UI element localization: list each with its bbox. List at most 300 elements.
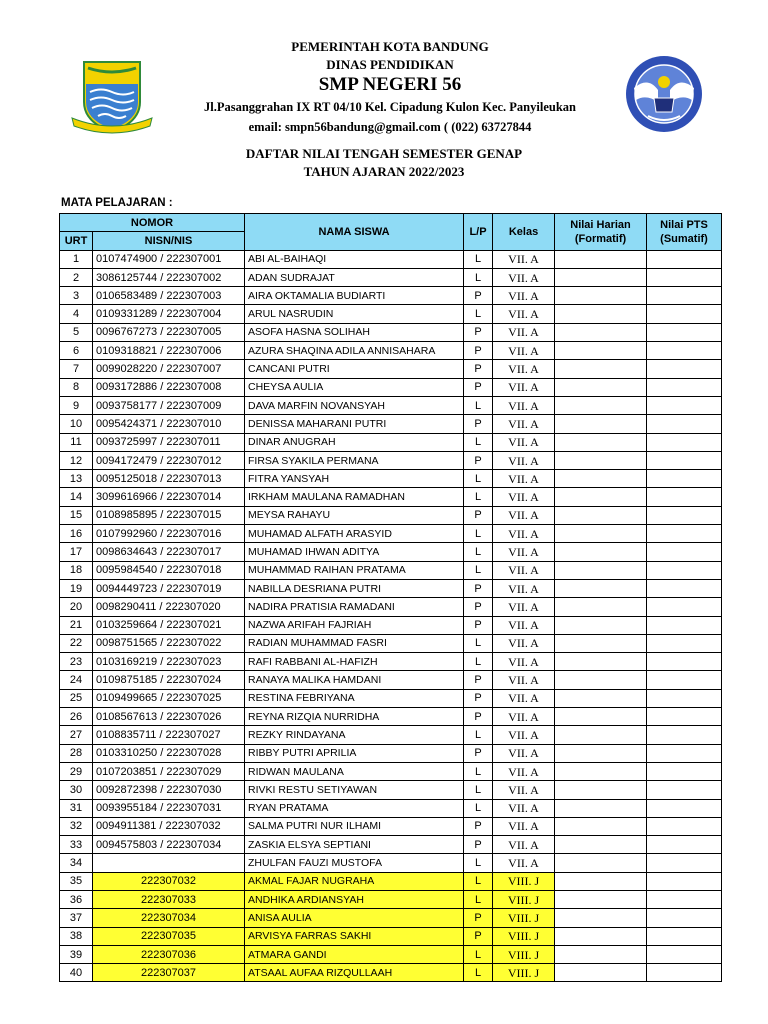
row-class: VIII. J bbox=[493, 964, 555, 982]
row-student-name: ANDHIKA ARDIANSYAH bbox=[245, 890, 464, 908]
subject-label: MATA PELAJARAN : bbox=[61, 197, 173, 209]
row-class: VII. A bbox=[493, 470, 555, 488]
header-nama-siswa: NAMA SISWA bbox=[245, 214, 464, 251]
row-number: 11 bbox=[60, 433, 93, 451]
row-number: 2 bbox=[60, 268, 93, 286]
row-gender: P bbox=[464, 579, 493, 597]
table-row bbox=[60, 396, 722, 414]
title-year-line: TAHUN AJARAN 2022/2023 bbox=[303, 164, 465, 179]
row-nilai-harian bbox=[555, 964, 647, 982]
row-nilai-pts bbox=[647, 287, 722, 305]
row-nilai-harian bbox=[555, 598, 647, 616]
row-nilai-pts bbox=[647, 360, 722, 378]
table-row bbox=[60, 964, 722, 982]
row-gender: P bbox=[464, 836, 493, 854]
row-gender: L bbox=[464, 396, 493, 414]
row-class: VII. A bbox=[493, 744, 555, 762]
row-gender: P bbox=[464, 451, 493, 469]
row-student-name: MUHAMMAD RAIHAN PRATAMA bbox=[245, 561, 464, 579]
table-row bbox=[60, 305, 722, 323]
row-student-name: RIVKI RESTU SETIYAWAN bbox=[245, 781, 464, 799]
table-row bbox=[60, 689, 722, 707]
row-gender: L bbox=[464, 433, 493, 451]
row-student-name: ADAN SUDRAJAT bbox=[245, 268, 464, 286]
row-gender: L bbox=[464, 543, 493, 561]
row-class: VII. A bbox=[493, 689, 555, 707]
row-nisn-nis: 0092872398 / 222307030 bbox=[93, 781, 245, 799]
row-gender: L bbox=[464, 525, 493, 543]
row-gender: P bbox=[464, 616, 493, 634]
row-number: 7 bbox=[60, 360, 93, 378]
row-class: VII. A bbox=[493, 250, 555, 268]
row-nilai-harian bbox=[555, 451, 647, 469]
row-class: VII. A bbox=[493, 396, 555, 414]
row-student-name: ABI AL-BAIHAQI bbox=[245, 250, 464, 268]
row-nisn-nis: 0109318821 / 222307006 bbox=[93, 342, 245, 360]
row-gender: P bbox=[464, 689, 493, 707]
table-row bbox=[60, 488, 722, 506]
row-student-name: RIDWAN MAULANA bbox=[245, 762, 464, 780]
row-gender: P bbox=[464, 287, 493, 305]
row-class: VII. A bbox=[493, 525, 555, 543]
row-nilai-pts bbox=[647, 708, 722, 726]
row-nilai-pts bbox=[647, 396, 722, 414]
row-nilai-pts bbox=[647, 616, 722, 634]
row-student-name: AIRA OKTAMALIA BUDIARTI bbox=[245, 287, 464, 305]
row-nilai-pts bbox=[647, 250, 722, 268]
row-number: 37 bbox=[60, 909, 93, 927]
row-nisn-nis: 0095125018 / 222307013 bbox=[93, 470, 245, 488]
row-class: VII. A bbox=[493, 360, 555, 378]
header-nilai-pts-line1: Nilai PTS bbox=[660, 218, 708, 231]
table-row bbox=[60, 268, 722, 286]
row-nilai-pts bbox=[647, 433, 722, 451]
row-gender: L bbox=[464, 305, 493, 323]
row-gender: L bbox=[464, 250, 493, 268]
table-row bbox=[60, 799, 722, 817]
row-nisn-nis: 0103259664 / 222307021 bbox=[93, 616, 245, 634]
row-number: 36 bbox=[60, 890, 93, 908]
row-number: 20 bbox=[60, 598, 93, 616]
row-nilai-harian bbox=[555, 854, 647, 872]
header-urt: URT bbox=[60, 232, 93, 250]
row-nilai-harian bbox=[555, 506, 647, 524]
row-gender: L bbox=[464, 781, 493, 799]
row-nisn-nis bbox=[93, 854, 245, 872]
row-gender: L bbox=[464, 634, 493, 652]
row-gender: L bbox=[464, 872, 493, 890]
row-class: VII. A bbox=[493, 653, 555, 671]
table-row bbox=[60, 781, 722, 799]
row-nilai-pts bbox=[647, 927, 722, 945]
row-gender: L bbox=[464, 890, 493, 908]
row-nisn-nis: 0107992960 / 222307016 bbox=[93, 525, 245, 543]
row-nilai-pts bbox=[647, 506, 722, 524]
row-nilai-harian bbox=[555, 415, 647, 433]
row-student-name: DENISSA MAHARANI PUTRI bbox=[245, 415, 464, 433]
table-row bbox=[60, 872, 722, 890]
row-gender: P bbox=[464, 909, 493, 927]
row-nisn-nis: 0098290411 / 222307020 bbox=[93, 598, 245, 616]
row-gender: P bbox=[464, 708, 493, 726]
row-nilai-pts bbox=[647, 525, 722, 543]
row-number: 18 bbox=[60, 561, 93, 579]
row-nilai-pts bbox=[647, 598, 722, 616]
row-nisn-nis: 0108985895 / 222307015 bbox=[93, 506, 245, 524]
row-nilai-harian bbox=[555, 708, 647, 726]
row-number: 39 bbox=[60, 945, 93, 963]
row-nisn-nis: 0098634643 / 222307017 bbox=[93, 543, 245, 561]
row-nilai-pts bbox=[647, 323, 722, 341]
row-class: VIII. J bbox=[493, 890, 555, 908]
row-class: VII. A bbox=[493, 287, 555, 305]
row-nisn-nis: 3099616966 / 222307014 bbox=[93, 488, 245, 506]
row-nilai-pts bbox=[647, 415, 722, 433]
row-nilai-harian bbox=[555, 323, 647, 341]
row-nisn-nis: 0095984540 / 222307018 bbox=[93, 561, 245, 579]
row-class: VII. A bbox=[493, 378, 555, 396]
row-class: VII. A bbox=[493, 433, 555, 451]
row-student-name: RESTINA FEBRIYANA bbox=[245, 689, 464, 707]
row-student-name: RIBBY PUTRI APRILIA bbox=[245, 744, 464, 762]
table-row bbox=[60, 854, 722, 872]
row-nisn-nis: 0109875185 / 222307024 bbox=[93, 671, 245, 689]
row-nisn-nis: 0093758177 / 222307009 bbox=[93, 396, 245, 414]
header-nilai-pts-line2: (Sumatif) bbox=[660, 232, 708, 245]
row-class: VII. A bbox=[493, 268, 555, 286]
row-number: 30 bbox=[60, 781, 93, 799]
row-nisn-nis: 0093725997 / 222307011 bbox=[93, 433, 245, 451]
row-nisn-nis: 0094172479 / 222307012 bbox=[93, 451, 245, 469]
row-gender: P bbox=[464, 671, 493, 689]
row-class: VII. A bbox=[493, 598, 555, 616]
bandung-city-logo bbox=[70, 56, 154, 140]
row-nisn-nis: 222307033 bbox=[93, 890, 245, 908]
row-nilai-harian bbox=[555, 836, 647, 854]
row-gender: P bbox=[464, 323, 493, 341]
row-nisn-nis: 222307036 bbox=[93, 945, 245, 963]
row-nilai-pts bbox=[647, 945, 722, 963]
row-class: VII. A bbox=[493, 781, 555, 799]
row-nisn-nis: 0094575803 / 222307034 bbox=[93, 836, 245, 854]
table-row bbox=[60, 927, 722, 945]
table-row bbox=[60, 543, 722, 561]
row-nilai-harian bbox=[555, 305, 647, 323]
row-student-name: ATSAAL AUFAA RIZQULLAAH bbox=[245, 964, 464, 982]
table-row bbox=[60, 470, 722, 488]
row-number: 23 bbox=[60, 653, 93, 671]
row-number: 6 bbox=[60, 342, 93, 360]
row-class: VII. A bbox=[493, 561, 555, 579]
row-nilai-pts bbox=[647, 836, 722, 854]
row-nisn-nis: 0095424371 / 222307010 bbox=[93, 415, 245, 433]
row-nilai-pts bbox=[647, 470, 722, 488]
row-student-name: ZASKIA ELSYA SEPTIANI bbox=[245, 836, 464, 854]
row-student-name: MEYSA RAHAYU bbox=[245, 506, 464, 524]
row-student-name: IRKHAM MAULANA RAMADHAN bbox=[245, 488, 464, 506]
row-class: VIII. J bbox=[493, 909, 555, 927]
row-nilai-harian bbox=[555, 744, 647, 762]
table-row bbox=[60, 945, 722, 963]
row-number: 19 bbox=[60, 579, 93, 597]
row-gender: P bbox=[464, 360, 493, 378]
row-class: VII. A bbox=[493, 579, 555, 597]
row-nilai-harian bbox=[555, 909, 647, 927]
row-number: 38 bbox=[60, 927, 93, 945]
row-nilai-harian bbox=[555, 579, 647, 597]
row-number: 4 bbox=[60, 305, 93, 323]
row-class: VII. A bbox=[493, 305, 555, 323]
row-nisn-nis: 0093172886 / 222307008 bbox=[93, 378, 245, 396]
row-nisn-nis: 0107474900 / 222307001 bbox=[93, 250, 245, 268]
title-line: DAFTAR NILAI TENGAH SEMESTER GENAP bbox=[245, 146, 523, 161]
table-row bbox=[60, 561, 722, 579]
school-contact: email: smpn56bandung@gmail.com ( (022) 63727844 bbox=[248, 120, 532, 134]
row-gender: L bbox=[464, 488, 493, 506]
row-nisn-nis: 0107203851 / 222307029 bbox=[93, 762, 245, 780]
school-logo bbox=[624, 54, 704, 134]
row-student-name: REZKY RINDAYANA bbox=[245, 726, 464, 744]
header-nilai-harian-line1: Nilai Harian bbox=[570, 218, 631, 231]
row-number: 32 bbox=[60, 817, 93, 835]
row-nilai-harian bbox=[555, 525, 647, 543]
row-student-name: AZURA SHAQINA ADILA ANNISAHARA bbox=[245, 342, 464, 360]
row-number: 22 bbox=[60, 634, 93, 652]
row-student-name: MUHAMAD IHWAN ADITYA bbox=[245, 543, 464, 561]
table-row bbox=[60, 342, 722, 360]
row-number: 17 bbox=[60, 543, 93, 561]
row-nilai-harian bbox=[555, 671, 647, 689]
row-nisn-nis: 222307037 bbox=[93, 964, 245, 982]
table-row bbox=[60, 762, 722, 780]
row-nisn-nis: 0109331289 / 222307004 bbox=[93, 305, 245, 323]
row-nilai-harian bbox=[555, 653, 647, 671]
table-row bbox=[60, 726, 722, 744]
row-gender: L bbox=[464, 799, 493, 817]
school-name: SMP NEGERI 56 bbox=[318, 74, 462, 95]
row-nilai-harian bbox=[555, 488, 647, 506]
department-name: DINAS PENDIDIKAN bbox=[326, 57, 454, 72]
row-class: VII. A bbox=[493, 506, 555, 524]
row-nisn-nis: 222307034 bbox=[93, 909, 245, 927]
row-nilai-pts bbox=[647, 762, 722, 780]
row-nilai-pts bbox=[647, 799, 722, 817]
row-student-name: NADIRA PRATISIA RAMADANI bbox=[245, 598, 464, 616]
row-number: 10 bbox=[60, 415, 93, 433]
row-number: 31 bbox=[60, 799, 93, 817]
header-nisn-nis: NISN/NIS bbox=[93, 232, 245, 250]
row-nilai-pts bbox=[647, 964, 722, 982]
row-nisn-nis: 0108835711 / 222307027 bbox=[93, 726, 245, 744]
row-class: VII. A bbox=[493, 451, 555, 469]
row-student-name: ATMARA GANDI bbox=[245, 945, 464, 963]
row-class: VII. A bbox=[493, 543, 555, 561]
row-nilai-harian bbox=[555, 543, 647, 561]
row-student-name: DINAR ANUGRAH bbox=[245, 433, 464, 451]
table-row bbox=[60, 250, 722, 268]
row-gender: P bbox=[464, 744, 493, 762]
row-nilai-pts bbox=[647, 305, 722, 323]
row-nisn-nis: 0108567613 / 222307026 bbox=[93, 708, 245, 726]
row-nilai-pts bbox=[647, 488, 722, 506]
row-class: VII. A bbox=[493, 415, 555, 433]
row-class: VII. A bbox=[493, 799, 555, 817]
row-nilai-pts bbox=[647, 634, 722, 652]
table-row bbox=[60, 378, 722, 396]
row-number: 27 bbox=[60, 726, 93, 744]
row-number: 34 bbox=[60, 854, 93, 872]
row-nilai-pts bbox=[647, 342, 722, 360]
table-row bbox=[60, 909, 722, 927]
header-nilai-harian bbox=[555, 214, 647, 251]
row-student-name: REYNA RIZQIA NURRIDHA bbox=[245, 708, 464, 726]
row-class: VII. A bbox=[493, 323, 555, 341]
row-nilai-harian bbox=[555, 470, 647, 488]
row-number: 33 bbox=[60, 836, 93, 854]
table-row bbox=[60, 323, 722, 341]
row-nilai-harian bbox=[555, 634, 647, 652]
row-nilai-pts bbox=[647, 671, 722, 689]
row-nilai-pts bbox=[647, 579, 722, 597]
row-nilai-pts bbox=[647, 872, 722, 890]
table-row bbox=[60, 817, 722, 835]
row-nilai-pts bbox=[647, 817, 722, 835]
row-student-name: ARUL NASRUDIN bbox=[245, 305, 464, 323]
row-student-name: NABILLA DESRIANA PUTRI bbox=[245, 579, 464, 597]
row-nilai-harian bbox=[555, 817, 647, 835]
row-number: 35 bbox=[60, 872, 93, 890]
row-gender: P bbox=[464, 378, 493, 396]
row-nilai-harian bbox=[555, 342, 647, 360]
row-nilai-harian bbox=[555, 945, 647, 963]
row-number: 13 bbox=[60, 470, 93, 488]
row-nisn-nis: 0103169219 / 222307023 bbox=[93, 653, 245, 671]
row-gender: P bbox=[464, 506, 493, 524]
row-gender: P bbox=[464, 817, 493, 835]
row-number: 15 bbox=[60, 506, 93, 524]
row-number: 28 bbox=[60, 744, 93, 762]
row-nisn-nis: 0099028220 / 222307007 bbox=[93, 360, 245, 378]
row-class: VIII. J bbox=[493, 872, 555, 890]
row-number: 12 bbox=[60, 451, 93, 469]
row-student-name: ANISA AULIA bbox=[245, 909, 464, 927]
row-class: VII. A bbox=[493, 817, 555, 835]
row-nilai-pts bbox=[647, 781, 722, 799]
row-nilai-harian bbox=[555, 872, 647, 890]
row-student-name: CHEYSA AULIA bbox=[245, 378, 464, 396]
row-number: 16 bbox=[60, 525, 93, 543]
header-kelas: Kelas bbox=[493, 214, 555, 251]
row-student-name: SALMA PUTRI NUR ILHAMI bbox=[245, 817, 464, 835]
table-row bbox=[60, 433, 722, 451]
row-gender: L bbox=[464, 726, 493, 744]
document-title bbox=[0, 145, 768, 181]
row-student-name: RAFI RABBANI AL-HAFIZH bbox=[245, 653, 464, 671]
row-class: VII. A bbox=[493, 854, 555, 872]
row-nisn-nis: 0093955184 / 222307031 bbox=[93, 799, 245, 817]
row-nilai-harian bbox=[555, 268, 647, 286]
row-class: VII. A bbox=[493, 342, 555, 360]
row-gender: P bbox=[464, 342, 493, 360]
row-nilai-harian bbox=[555, 561, 647, 579]
row-nilai-harian bbox=[555, 799, 647, 817]
row-number: 29 bbox=[60, 762, 93, 780]
row-gender: L bbox=[464, 945, 493, 963]
row-nisn-nis: 0098751565 / 222307022 bbox=[93, 634, 245, 652]
row-nisn-nis: 0094911381 / 222307032 bbox=[93, 817, 245, 835]
row-class: VII. A bbox=[493, 762, 555, 780]
row-nilai-pts bbox=[647, 268, 722, 286]
header-lp: L/P bbox=[464, 214, 493, 251]
row-student-name: MUHAMAD ALFATH ARASYID bbox=[245, 525, 464, 543]
row-number: 8 bbox=[60, 378, 93, 396]
row-nilai-pts bbox=[647, 744, 722, 762]
row-nilai-harian bbox=[555, 250, 647, 268]
row-nisn-nis: 0103310250 / 222307028 bbox=[93, 744, 245, 762]
row-nisn-nis: 3086125744 / 222307002 bbox=[93, 268, 245, 286]
row-nilai-pts bbox=[647, 854, 722, 872]
row-class: VII. A bbox=[493, 488, 555, 506]
table-row bbox=[60, 287, 722, 305]
row-student-name: RANAYA MALIKA HAMDANI bbox=[245, 671, 464, 689]
row-student-name: AKMAL FAJAR NUGRAHA bbox=[245, 872, 464, 890]
row-gender: P bbox=[464, 598, 493, 616]
row-gender: L bbox=[464, 653, 493, 671]
row-nilai-harian bbox=[555, 726, 647, 744]
table-row bbox=[60, 451, 722, 469]
table-row bbox=[60, 506, 722, 524]
table-row bbox=[60, 890, 722, 908]
row-gender: L bbox=[464, 762, 493, 780]
row-nilai-pts bbox=[647, 890, 722, 908]
table-row bbox=[60, 616, 722, 634]
row-gender: L bbox=[464, 561, 493, 579]
row-gender: P bbox=[464, 927, 493, 945]
table-row bbox=[60, 653, 722, 671]
row-student-name: FITRA YANSYAH bbox=[245, 470, 464, 488]
header-nilai-pts bbox=[647, 214, 722, 251]
row-number: 3 bbox=[60, 287, 93, 305]
row-student-name: RADIAN MUHAMMAD FASRI bbox=[245, 634, 464, 652]
student-rows bbox=[60, 250, 722, 982]
row-nilai-harian bbox=[555, 287, 647, 305]
row-nilai-pts bbox=[647, 653, 722, 671]
letterhead-text bbox=[150, 38, 630, 137]
row-nilai-pts bbox=[647, 689, 722, 707]
row-nilai-pts bbox=[647, 451, 722, 469]
row-class: VII. A bbox=[493, 708, 555, 726]
row-class: VII. A bbox=[493, 671, 555, 689]
row-class: VII. A bbox=[493, 836, 555, 854]
row-class: VII. A bbox=[493, 616, 555, 634]
row-gender: P bbox=[464, 415, 493, 433]
table-row bbox=[60, 598, 722, 616]
row-number: 1 bbox=[60, 250, 93, 268]
table-row bbox=[60, 579, 722, 597]
row-number: 5 bbox=[60, 323, 93, 341]
row-student-name: CANCANI PUTRI bbox=[245, 360, 464, 378]
row-class: VII. A bbox=[493, 726, 555, 744]
table-row bbox=[60, 708, 722, 726]
row-nilai-pts bbox=[647, 726, 722, 744]
row-class: VII. A bbox=[493, 634, 555, 652]
row-nilai-pts bbox=[647, 909, 722, 927]
row-student-name: FIRSA SYAKILA PERMANA bbox=[245, 451, 464, 469]
row-student-name: DAVA MARFIN NOVANSYAH bbox=[245, 396, 464, 414]
row-nilai-harian bbox=[555, 927, 647, 945]
row-nilai-harian bbox=[555, 433, 647, 451]
row-nisn-nis: 0094449723 / 222307019 bbox=[93, 579, 245, 597]
